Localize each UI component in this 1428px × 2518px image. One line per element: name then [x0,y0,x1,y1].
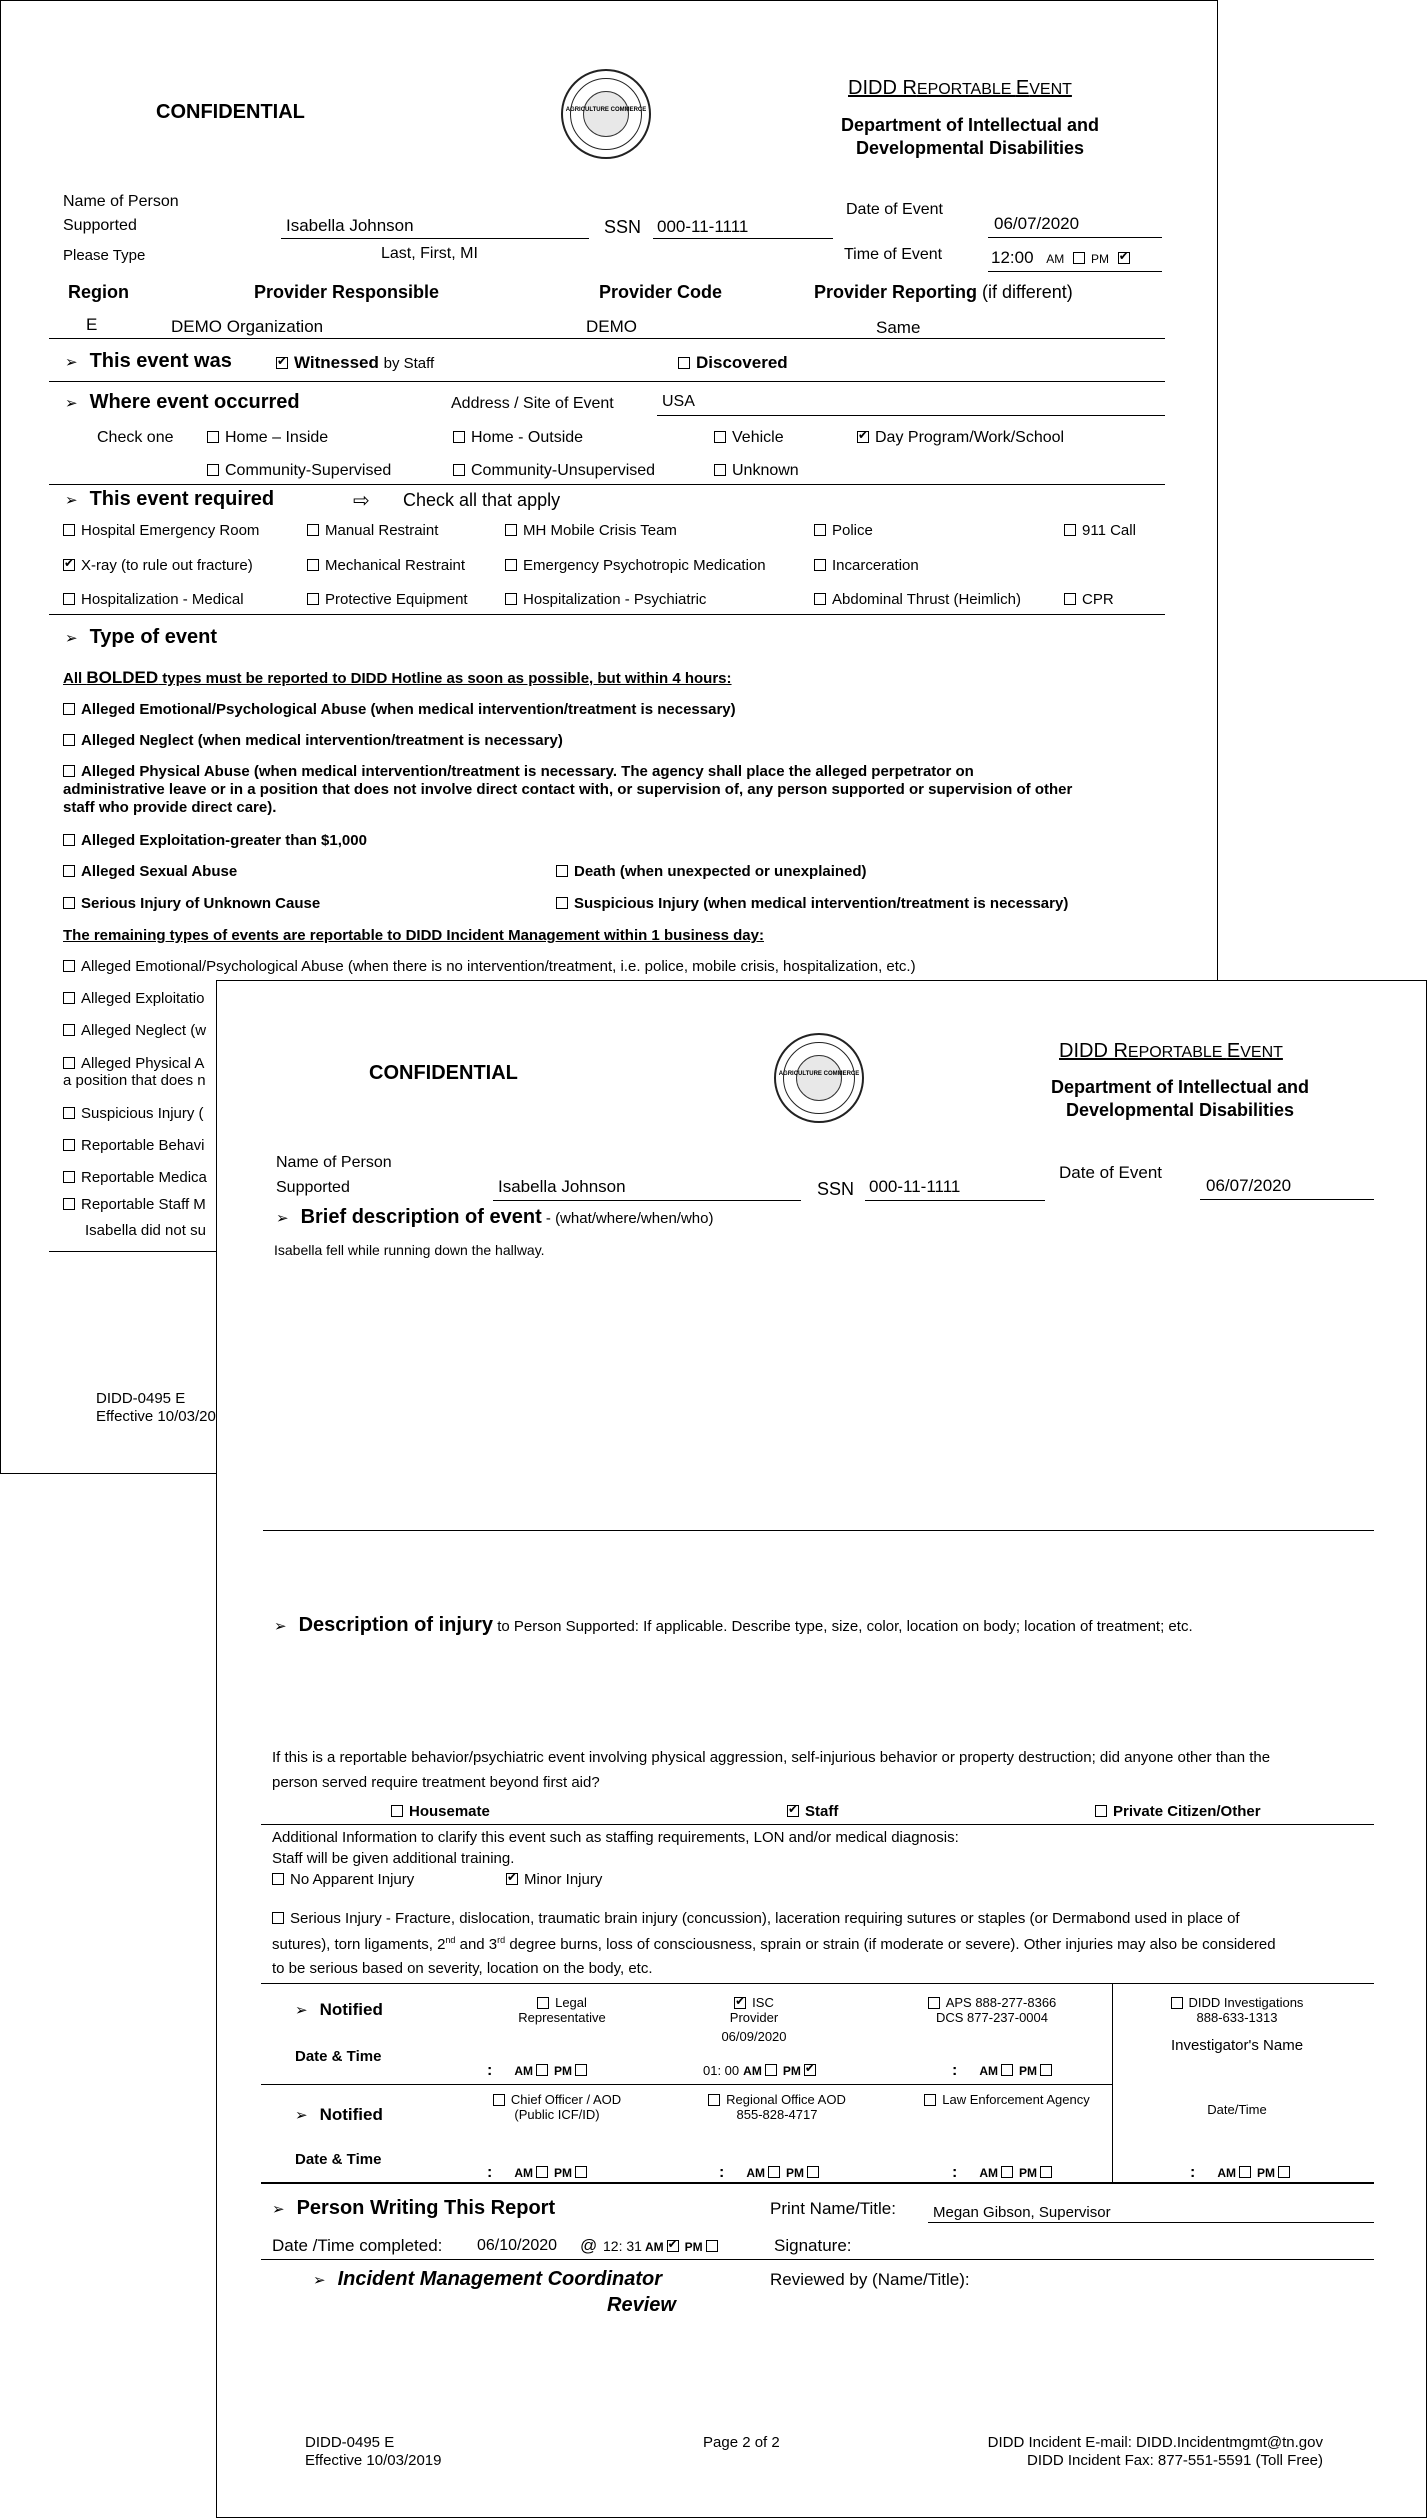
behavior-question-line1: If this is a reportable behavior/psychiatric event involving physical aggression, self-injurious behavior or property destruction; did anyone other than the [272,1749,1271,1766]
confidential-label: CONFIDENTIAL [369,1062,518,1084]
arrow-icon: ➢ [272,2200,285,2218]
remaining-physical-line2: a position that does n [63,1072,206,1089]
print-name-label: Print Name/Title: [770,2199,896,2218]
pm-checkbox[interactable] [1118,252,1130,264]
arrow-icon: ➢ [313,2271,326,2289]
notify-aps[interactable]: APS 888-277-8366 [907,1995,1077,2010]
serious-injury-line2: sutures), torn ligaments, 2nd and 3rd degree burns, loss of consciousness, sprain or strain (if moderate or severe). Other injuries may also be considered [272,1935,1276,1953]
seal-text: AGRICULTURE COMMERCE [565,107,647,114]
type-physical-abuse[interactable]: Alleged Physical Abuse (when medical intervention/treatment is necessary. The agency shall place the alleged perpetrator on [63,763,974,780]
state-seal-icon [774,1033,864,1123]
discovered-option[interactable]: Discovered [678,353,788,373]
arrow-icon: ➢ [65,353,78,371]
serious-injury[interactable]: Serious Injury - Fracture, dislocation, traumatic brain injury (concussion), laceration requiring sutures or staples (or Dermabond used in place of [272,1910,1240,1927]
ssn-value[interactable]: 000-11-1111 [657,217,749,236]
remaining-notice: The remaining types of events are reportable to DIDD Incident Management within 1 business day: [63,927,764,944]
arrow-icon: ➢ [295,2106,308,2124]
incident-email[interactable]: DIDD Incident E-mail: DIDD.Incidentmgmt@tn.gov [987,2434,1323,2451]
provider-code-value[interactable]: DEMO [586,317,637,336]
brief-description-label: ➢ Brief description of event - (what/where/when/who) [276,1206,714,1228]
loc-unknown[interactable]: Unknown [714,462,799,480]
aps-time[interactable]: : AM PM [952,2062,1058,2080]
req-mh-crisis[interactable]: MH Mobile Crisis Team [505,522,677,539]
regional-office-phone: 855-828-4717 [736,2107,818,2122]
req-incarceration[interactable]: Incarceration [814,557,919,574]
notify-law-enforcement[interactable]: Law Enforcement Agency [907,2092,1107,2107]
print-name-value[interactable]: Megan Gibson, Supervisor [933,2204,1111,2221]
treatment-housemate[interactable]: Housemate [391,1803,490,1820]
behavior-question-line2: person served require treatment beyond first aid? [272,1774,600,1791]
type-physical-abuse-line2: administrative leave or in a position that does not involve direct contact with, or supervision of, any person supported or supervision of other [63,781,1073,798]
date-of-event-label: Date of Event [1059,1163,1163,1182]
arrow-icon: ➢ [274,1617,287,1635]
notify-isc[interactable]: ✔ISC [679,1995,829,2010]
bolded-notice: All BOLDED types must be reported to DIDD Hotline as soon as possible, but within 4 hours: [63,668,732,687]
remaining-emotional-abuse[interactable]: Alleged Emotional/Psychological Abuse (when there is no intervention/treatment, i.e. police, mobile crisis, hospitalization, etc.) [63,958,916,975]
event-required-label: ➢ This event required [65,488,275,510]
name-label-line2: Supported [63,217,137,234]
event-was-label: ➢ This event was [65,350,232,372]
footer-form-number: DIDD-0495 E [96,1390,186,1407]
type-death[interactable]: Death (when unexpected or unexplained) [556,863,867,880]
time-of-event-label: Time of Event [844,246,943,263]
notified-label-2: ➢ Notified [295,2105,383,2124]
loc-community-unsupervised[interactable]: Community-Unsupervised [453,462,655,480]
name-label-line1: Name of Person [63,193,179,210]
injury-description-label: ➢ Description of injury to Person Supported: If applicable. Describe type, size, color, location on body; location of treatment; etc. [274,1614,1193,1636]
please-type-label: Please Type [63,247,146,264]
type-exploitation[interactable]: Alleged Exploitation-greater than $1,000 [63,832,367,849]
req-mechanical-restraint[interactable]: Mechanical Restraint [307,557,465,574]
footer-effective-date: Effective 10/03/20 [96,1408,216,1425]
footer-form-number: DIDD-0495 E [305,2434,395,2451]
name-value[interactable]: Isabella Johnson [286,216,414,235]
loc-community-supervised[interactable]: Community-Supervised [207,462,391,480]
ssn-label: SSN [604,217,642,237]
notified-label-1: ➢ Notified [295,2000,383,2019]
arrow-icon: ➢ [65,491,78,509]
department-line-1: Department of Intellectual and [1050,1077,1310,1097]
treatment-private-citizen[interactable]: Private Citizen/Other [1095,1803,1261,1820]
region-value[interactable]: E [86,315,98,334]
form-title: DIDD REPORTABLE EVENT [1059,1040,1283,1062]
provider-reporting-value[interactable]: Same [876,318,921,337]
req-manual-restraint[interactable]: Manual Restraint [307,522,438,539]
check-all-label: Check all that apply [403,490,561,510]
remaining-suspicious[interactable]: Suspicious Injury ( [63,1105,204,1122]
type-neglect[interactable]: Alleged Neglect (when medical intervention/treatment is necessary) [63,732,563,749]
at-symbol: @ [580,2236,598,2255]
req-abdominal[interactable]: Abdominal Thrust (Heimlich) [814,591,1021,608]
ssn-value[interactable]: 000-11-1111 [869,1177,961,1196]
additional-info-value[interactable]: Staff will be given additional training. [272,1850,515,1867]
where-event-occurred-label: ➢ Where event occurred [65,391,300,413]
req-911[interactable]: 911 Call [1064,522,1136,539]
provider-reporting-label: Provider Reporting (if different) [814,282,1073,302]
isc-date[interactable]: 06/09/2020 [721,2029,787,2044]
form-title: DIDD REPORTABLE EVENT [848,77,1072,99]
provider-code-label: Provider Code [599,282,723,302]
date-of-event-label: Date of Event [846,201,943,218]
time-completed-value[interactable]: 12: 31 AM✔ PM [603,2238,724,2256]
loc-home-outside[interactable]: Home - Outside [453,429,583,447]
arrow-icon: ➢ [295,2001,308,2019]
no-apparent-injury[interactable]: No Apparent Injury [272,1871,414,1888]
witnessed-option[interactable]: ✔ Witnessed by Staff [276,353,434,373]
provider-responsible-value[interactable]: DEMO Organization [171,317,324,336]
footer-effective-date: Effective 10/03/2019 [305,2452,442,2469]
treatment-staff[interactable]: ✔ Staff [787,1803,838,1820]
department-line-2: Developmental Disabilities [855,138,1085,158]
regional-office-time[interactable]: : AM PM [719,2164,825,2182]
req-police[interactable]: Police [814,522,873,539]
imc-review-label: ➢ Incident Management Coordinator [313,2268,663,2290]
law-enforcement-time[interactable]: : AM PM [952,2164,1058,2182]
type-suspicious-injury[interactable]: Suspicious Injury (when medical intervention/treatment is necessary) [556,895,1068,912]
incident-fax: DIDD Incident Fax: 877-551-5591 (Toll Free) [1027,2452,1323,2469]
region-label: Region [68,282,129,302]
date-time-label-2: Date & Time [295,2151,382,2168]
notify-chief-officer[interactable]: Chief Officer / AOD [457,2092,657,2107]
arrow-icon: ➢ [65,394,78,412]
legal-rep-time[interactable]: : AM PM [487,2062,593,2080]
reviewed-by-label: Reviewed by (Name/Title): [770,2270,970,2289]
department-line-2: Developmental Disabilities [1065,1100,1295,1120]
arrow-icon: ➢ [276,1209,289,1227]
address-label: Address / Site of Event [451,395,614,412]
investigations-time[interactable]: : AM PM [1190,2164,1296,2182]
department-line-1: Department of Intellectual and [840,115,1100,135]
isc-line2: Provider [729,2010,779,2025]
seal-text: AGRICULTURE COMMERCE [778,1071,860,1078]
type-of-event-label: ➢ Type of event [65,626,218,648]
remaining-exploitation[interactable]: Alleged Exploitatio [63,990,204,1007]
date-completed-value[interactable]: 06/10/2020 [477,2237,558,2254]
req-xray[interactable]: ✔X-ray (to rule out fracture) [63,557,253,574]
aps-line2: DCS 877-237-0004 [935,2010,1049,2025]
type-physical-abuse-line3: staff who provide direct care). [63,799,277,816]
name-hint: Last, First, MI [381,245,478,262]
remaining-physical[interactable]: Alleged Physical A [63,1055,204,1072]
person-writing-label: ➢ Person Writing This Report [272,2197,556,2219]
signature-label: Signature: [774,2236,852,2255]
name-value[interactable]: Isabella Johnson [498,1177,626,1196]
date-completed-label: Date /Time completed: [272,2236,443,2255]
isc-time[interactable]: 01: 00 AM PM✔ [703,2062,822,2080]
notify-legal-rep[interactable]: Legal [487,1995,637,2010]
am-checkbox[interactable] [1073,252,1085,264]
investigators-name-label: Investigator's Name [1170,2037,1304,2054]
loc-vehicle[interactable]: Vehicle [714,429,784,447]
date-time-slash-label: Date/Time [1207,2102,1267,2117]
loc-home-inside[interactable]: Home – Inside [207,429,328,447]
remaining-neglect[interactable]: Alleged Neglect (w [63,1022,206,1039]
chief-officer-line2: (Public ICF/ID) [514,2107,600,2122]
ssn-label: SSN [817,1179,855,1199]
date-of-event-value[interactable]: 06/07/2020 [994,214,1080,233]
brief-description-text[interactable]: Isabella fell while running down the hallway. [274,1242,545,1258]
legal-rep-line2: Representative [518,2010,606,2025]
form-page-2 [216,980,1427,2518]
address-value[interactable]: USA [662,393,695,410]
type-emotional-abuse[interactable]: Alleged Emotional/Psychological Abuse (when medical intervention/treatment is necessary) [63,701,736,718]
remaining-behavior[interactable]: Reportable Behavi [63,1137,204,1154]
arrow-icon: ➢ [65,629,78,647]
remaining-note[interactable]: Isabella did not su [85,1222,206,1239]
notify-regional-office[interactable]: Regional Office AOD [677,2092,877,2107]
didd-investigations-phone: 888-633-1313 [1196,2010,1278,2025]
witnessed-checkbox [276,357,288,369]
chief-officer-time[interactable]: : AM PM [487,2164,593,2182]
time-of-event-value[interactable]: 12:00 AM PM ✔ [991,248,1136,268]
type-sexual-abuse[interactable]: Alleged Sexual Abuse [63,863,237,880]
discovered-checkbox [678,357,690,369]
provider-responsible-label: Provider Responsible [254,282,440,302]
loc-day-program[interactable]: ✔ Day Program/Work/School [857,429,1064,447]
serious-injury-line3: to be serious based on severity, location on the body, etc. [272,1960,653,1977]
remaining-medication[interactable]: Reportable Medica [63,1169,207,1186]
page-number: Page 2 of 2 [703,2434,780,2451]
additional-info-label: Additional Information to clarify this event such as staffing requirements, LON and/or medical diagnosis: [272,1829,959,1846]
type-serious-injury-unknown[interactable]: Serious Injury of Unknown Cause [63,895,320,912]
date-time-label-1: Date & Time [295,2048,382,2065]
req-hosp-psych[interactable]: Hospitalization - Psychiatric [505,591,706,608]
req-hosp-medical[interactable]: Hospitalization - Medical [63,591,244,608]
req-cpr[interactable]: CPR [1064,591,1114,608]
notify-didd-investigations[interactable]: DIDD Investigations [1152,1995,1322,2010]
name-label-line2: Supported [276,1179,350,1196]
minor-injury[interactable]: ✔ Minor Injury [506,1871,602,1888]
imc-review-line2: Review [607,2294,676,2316]
check-all-arrow-icon: ⇨ [353,490,370,512]
check-one-label: Check one [97,429,174,446]
name-label-line1: Name of Person [276,1154,392,1171]
date-of-event-value[interactable]: 06/07/2020 [1206,1176,1292,1195]
confidential-label: CONFIDENTIAL [156,101,305,123]
state-seal-icon [561,69,651,159]
req-er[interactable]: Hospital Emergency Room [63,522,259,539]
req-protective[interactable]: Protective Equipment [307,591,468,608]
remaining-staff[interactable]: Reportable Staff M [63,1196,206,1213]
req-emergency-psych[interactable]: Emergency Psychotropic Medication [505,557,766,574]
